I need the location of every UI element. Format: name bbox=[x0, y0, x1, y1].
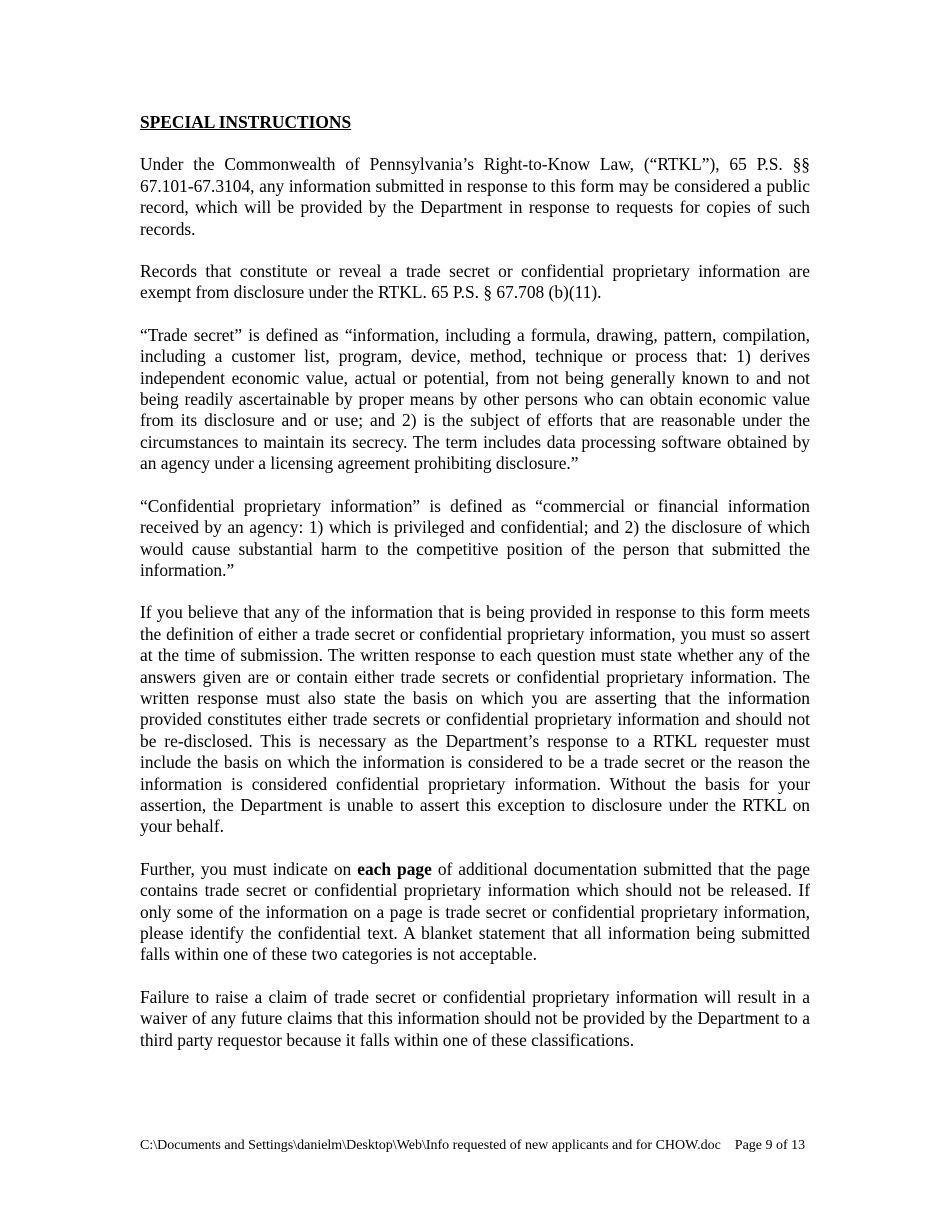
footer-page-number: Page 9 of 13 bbox=[734, 1138, 806, 1153]
paragraph-confidential-definition: “Confidential proprietary information” is defined as “commercial or financial information received by an agency: 1) which is privileged and confidential; and 2) the disclosure of which would cause substantial harm to the competitive position of the person that submitted the information.” bbox=[140, 495, 810, 580]
each-page-text-after: of additional documentation submitted that the page contains trade secret or confidential proprietary information which should not be released. If only some of the information on a page is trade secret or confidential proprietary information, please identify the confidential text. A blanket statement that all information being submitted falls within one of these two categories is not acceptable. bbox=[140, 858, 810, 965]
paragraph-assertion-requirements: If you believe that any of the information that is being provided in response to this form meets the definition of either a trade secret or confidential proprietary information, you must so assert at the time of submission. The written response to each question must state whether any of the answers given are or contain either trade secrets or confidential proprietary information. The written response must also state the basis on which you are asserting that the information provided constitutes either trade secrets or confidential proprietary information and should not be re-disclosed. This is necessary as the Department’s response to a RTKL requester must include the basis on which the information is considered to be a trade secret or the reason the information is considered confidential proprietary information. Without the basis for your assertion, the Department is unable to assert this exception to disclosure under the RTKL on your behalf. bbox=[140, 602, 810, 837]
paragraph-waiver: Failure to raise a claim of trade secret or confidential proprietary information will result in a waiver of any future claims that this information should not be provided by the Department to a third party requestor because it falls within one of these classifications. bbox=[140, 986, 810, 1050]
paragraph-rtkl-intro: Under the Commonwealth of Pennsylvania’s Right-to-Know Law, (“RTKL”), 65 P.S. §§ 67.101-67.3104, any information submitted in response to this form may be considered a public record, which will be provided by the Department in response to requests for copies of such records. bbox=[140, 154, 810, 239]
each-page-emphasis: each page bbox=[357, 858, 432, 879]
paragraph-trade-secret-definition: “Trade secret” is defined as “information, including a formula, drawing, pattern, compilation, including a customer list, program, device, method, technique or process that: 1) derives independent economic value, actual or potential, from not being generally known to and not being readily ascertainable by proper means by other persons who can obtain economic value from its disclosure and or use; and 2) is the subject of efforts that are reasonable under the circumstances to maintain its secrecy. The term includes data processing software obtained by an agency under a licensing agreement prohibiting disclosure.” bbox=[140, 324, 810, 474]
each-page-text-before: Further, you must indicate on bbox=[140, 858, 358, 879]
paragraph-exemption: Records that constitute or reveal a trade secret or confidential proprietary information are exempt from disclosure under the RTKL. 65 P.S. § 67.708 (b)(11). bbox=[140, 261, 810, 303]
document-body bbox=[140, 112, 810, 1072]
footer-file-path: C:\Documents and Settings\danielm\Desktop\Web\Info requested of new applicants and for CHOW.doc bbox=[140, 1138, 721, 1153]
page-footer bbox=[140, 1137, 880, 1155]
section-heading: SPECIAL INSTRUCTIONS bbox=[140, 112, 352, 132]
paragraph-each-page bbox=[140, 859, 810, 966]
